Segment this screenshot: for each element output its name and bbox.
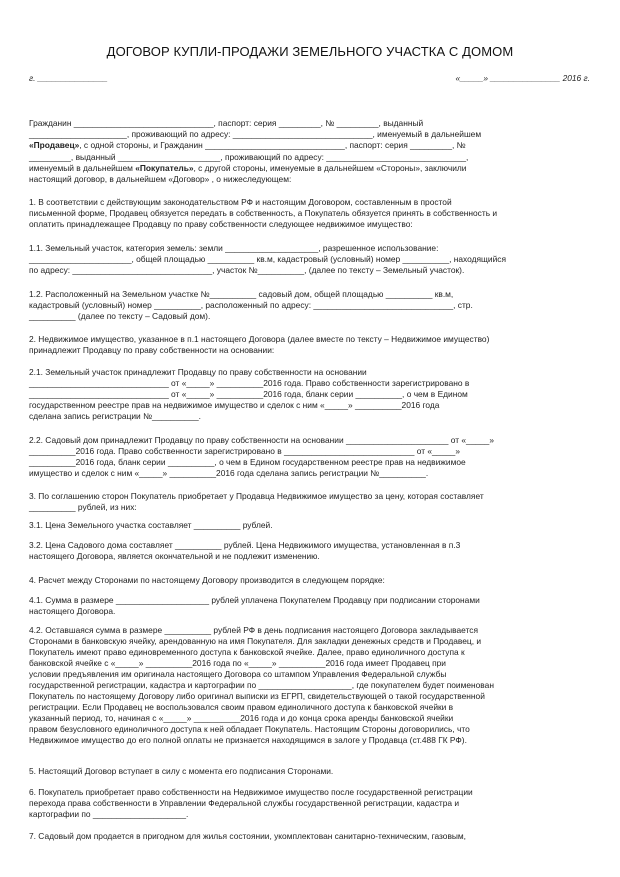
contract-line [29, 658, 446, 669]
line-text: 2.1. Земельный участок принадлежит Продавцу по праву собственности на основании [29, 367, 367, 377]
line-text: кадастровый (условный) номер __________, расположенный по адресу: ______________________________, стр. [29, 300, 473, 310]
contract-line [29, 595, 480, 606]
line-text: 4.1. Сумма в размере ____________________ рублей уплачена Покупателем Продавцу при подписании сторонами [29, 595, 480, 605]
line-text: Покупатель имеют право единовременного доступа к банковской ячейке. Далее, право единоличного доступа к [29, 647, 465, 657]
line-text: принадлежит Продавцу по праву собственности на основании: [29, 345, 275, 355]
line-text: государственном реестре прав на недвижимое имущество и сделок с ним «_____» __________2016 года [29, 400, 440, 410]
line-text: настоящего Договора, является окончательной и не подлежит изменению. [29, 551, 320, 561]
contract-line [29, 389, 468, 400]
contract-line [29, 300, 473, 311]
contract-line [29, 219, 413, 230]
line-text: 3.2. Цена Садового дома составляет __________ рублей. Цена Недвижимого имущества, установленная в п.3 [29, 540, 461, 550]
contract-line [29, 129, 481, 140]
contract-line [29, 502, 137, 513]
line-text: ______________________, общей площадью __________ кв.м, кадастровый (условный) номер __________, находящийся [29, 254, 506, 264]
contract-line [29, 787, 473, 798]
line-text: 2. Недвижимое имущество, указанное в п.1 настоящего Договора (далее вместе по тексту – Недвижимое имущество) [29, 334, 490, 344]
contract-line [29, 551, 320, 562]
contract-line [29, 724, 470, 735]
line-text: сделана запись регистрации №__________. [29, 411, 201, 421]
line-text: 5. Настоящий Договор вступает в силу с момента его подписания Сторонами. [29, 766, 334, 776]
line-text: условии предъявления им оригинала настоящего Договора со штампом Управления Федеральной службы [29, 669, 447, 679]
line-text: Недвижимое имущество до его полной оплаты не признается находящимся в залоге у Продавца (ст.488 ГК РФ). [29, 735, 467, 745]
line-text: _________, выданный ______________________, проживающий по адресу: ______________________________, [29, 152, 469, 162]
contract-line [29, 163, 467, 174]
contract-line [29, 809, 188, 820]
contract-line [29, 540, 460, 551]
contract-line [29, 174, 291, 185]
contract-line [29, 669, 446, 680]
line-text: 1. В соответствии с действующим законодательством РФ и настоящим Договором, составленным в простой [29, 197, 452, 207]
line-text: Сторонами в банковскую ячейку, арендованную на имя Покупателя. Для закладки денежных средств и Продавец, и [29, 636, 482, 646]
contract-line [29, 367, 367, 378]
contract-line [29, 468, 428, 479]
contract-line [29, 400, 439, 411]
contract-line [29, 691, 485, 702]
line-text: ______________________________ от «_____» __________2016 года. Право собственности зарегистрировано в [29, 378, 470, 388]
contract-line [29, 457, 466, 468]
line-text: __________ рублей, из них: [29, 502, 137, 512]
line-text: указанный период, то, начиная с «_____» __________2016 года и до конца срока аренды банковской ячейки [29, 713, 454, 723]
contract-line [29, 118, 423, 129]
contract-line [29, 702, 453, 713]
contract-line [29, 140, 466, 151]
line-text: картографии по ____________________. [29, 809, 189, 819]
line-text: Покупатель по настоящему Договору либо оригинал выписки из ЕГРП, свидетельствующей о такой государственной [29, 691, 485, 701]
line-text: письменной форме, Продавец обязуется передать в собственность, а Покупатель обязуется принять в собственность и [29, 208, 498, 218]
line-text: настоящего Договора. [29, 606, 116, 616]
line-text: по адресу: ______________________________, участок №__________, (далее по тексту – Земельный участок). [29, 265, 465, 275]
contract-line [29, 345, 274, 356]
contract-line [29, 289, 453, 300]
contract-line [29, 680, 494, 691]
contract-line [29, 254, 506, 265]
contract-line [29, 575, 385, 586]
line-text: 4.2. Оставшаяся сумма в размере __________ рублей РФ в день подписания настоящего Договора закладывается [29, 625, 479, 635]
line-text: __________ (далее по тексту – Садовый дом). [29, 311, 211, 321]
contract-line [29, 735, 467, 746]
line-text: оплатить принадлежащее Продавцу по праву собственности следующее недвижимое имущество: [29, 219, 413, 229]
party-role: «Покупатель» [135, 163, 194, 173]
line-text: правом безусловного единоличного доступа к ней обладает Покупатель. Настоящим Стороны договорились, что [29, 724, 470, 734]
line-text: 6. Покупатель приобретает право собственности на Недвижимое имущество после государственной регистрации [29, 787, 473, 797]
line-text: __________2016 года, бланк серии __________, о чем в Едином государственном реестре прав на недвижимое [29, 457, 466, 467]
line-text: перехода права собственности в Управлении Федеральной службы государственной регистрации, кадастра и [29, 798, 460, 808]
city-line: г. _______________ [29, 73, 108, 83]
contract-line [29, 265, 464, 276]
line-text: 4. Расчет между Сторонами по настоящему Договору производится в следующем порядке: [29, 575, 385, 585]
contract-line [29, 208, 497, 219]
line-text: государственной регистрации, кадастра и картографии по ____________________, где покупателем будет поименован [29, 680, 494, 690]
contract-line [29, 311, 210, 322]
line-text: 1.1. Земельный участок, категория земель: земли ____________________, разрешенное использование: [29, 243, 439, 253]
line-text: имущество и сделок с ним «_____» __________2016 года сделана запись регистрации №__________. [29, 468, 429, 478]
contract-line [29, 411, 201, 422]
line-text: __________2016 года. Право собственности зарегистрировано в ____________________________ от «_____» [29, 446, 460, 456]
line-text: 1.2. Расположенный на Земельном участке №__________ садовый дом, общей площадью __________ кв.м, [29, 289, 454, 299]
line-text: 3.1. Цена Земельного участка составляет __________ рублей. [29, 520, 273, 530]
line-text: ______________________________ от «_____» __________2016 года, бланк серии __________, о чем в Едином [29, 389, 468, 399]
contract-line [29, 243, 438, 254]
document-title: ДОГОВОР КУПЛИ-ПРОДАЖИ ЗЕМЕЛЬНОГО УЧАСТКА С ДОМОМ [106, 44, 514, 59]
line-text: регистрации. Если Продавец не воспользовался своим правом единоличного доступа к банковской ячейки в [29, 702, 454, 712]
contract-line [29, 520, 273, 531]
contract-line [29, 334, 489, 345]
contract-line [29, 798, 459, 809]
contract-line [29, 636, 481, 647]
contract-line [29, 625, 478, 636]
line-text: именуемый в дальнейшем [29, 163, 136, 173]
line-text: , с другой стороны, именуемые в дальнейшем «Стороны», заключили [193, 163, 467, 173]
contract-line [29, 713, 453, 724]
contract-line [29, 491, 484, 502]
line-text: 2.2. Садовый дом принадлежит Продавцу по праву собственности на основании ______________________ от «_____» [29, 435, 494, 445]
party-role: «Продавец» [29, 140, 80, 150]
contract-line [29, 606, 115, 617]
contract-line [29, 435, 494, 446]
line-text: настоящий договор, в дальнейшем «Договор» , о нижеследующем: [29, 174, 292, 184]
contract-line [29, 152, 468, 163]
contract-line [29, 647, 465, 658]
contract-line [29, 766, 333, 777]
line-text: банковской ячейке с «_____» __________2016 года по «_____» __________2016 года имеет Продавец при [29, 658, 446, 668]
line-text: 7. Садовый дом продается в пригодном для жилья состоянии, укомплектован санитарно-техническим, газовым, [29, 831, 467, 841]
contract-line [29, 446, 460, 457]
contract-line [29, 831, 466, 842]
contract-line [29, 378, 469, 389]
line-text: _____________________, проживающий по адресу: ______________________________, именуемый в дальнейшем [29, 129, 482, 139]
line-text: Гражданин ______________________________, паспорт: серия _________, № _________, выданный [29, 118, 424, 128]
line-text: , с одной стороны, и Гражданин ______________________________, паспорт: серия _________, № [79, 140, 466, 150]
contract-line [29, 197, 452, 208]
line-text: 3. По соглашению сторон Покупатель приобретает у Продавца Недвижимое имущество за цену, которая составляет [29, 491, 484, 501]
date-line: «_____» _______________ 2016 г. [455, 73, 590, 83]
